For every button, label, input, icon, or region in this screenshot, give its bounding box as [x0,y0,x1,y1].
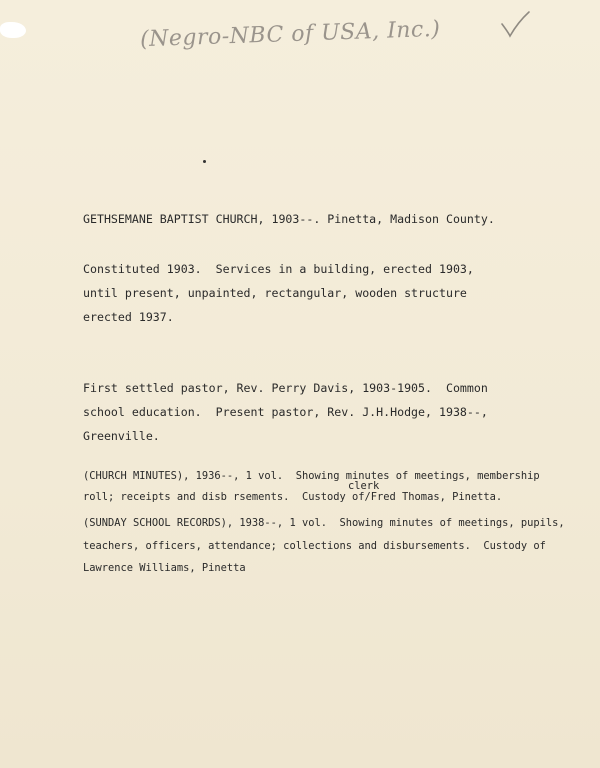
paragraph2-line: school education. Present pastor, Rev. J.H.Hodge, 1938--, [83,405,488,419]
records-line: (CHURCH MINUTES), 1936--, 1 vol. Showing minutes of meetings, membership [83,470,540,482]
paper-blemish [0,22,26,38]
records-line: Lawrence Williams, Pinetta [83,562,246,574]
ink-dot [203,160,206,163]
paragraph1-line: erected 1937. [83,310,174,324]
paragraph1-line: until present, unpainted, rectangular, wooden structure [83,286,467,300]
paragraph2-line: First settled pastor, Rev. Perry Davis, 1903-1905. Common [83,381,488,395]
checkmark-icon [500,10,530,38]
records-line: roll; receipts and disb rsements. Custody of/Fred Thomas, Pinetta. [83,491,503,503]
paragraph2-line: Greenville. [83,429,160,443]
clerk-insert: clerk [348,480,380,492]
handwritten-note: (Negro-NBC of USA, Inc.) [139,16,441,53]
records-line: teachers, officers, attendance; collections and disbursements. Custody of [83,540,546,552]
church-heading: GETHSEMANE BAPTIST CHURCH, 1903--. Pinetta, Madison County. [83,212,495,226]
paragraph1-line: Constituted 1903. Services in a building, erected 1903, [83,262,474,276]
records-line: (SUNDAY SCHOOL RECORDS), 1938--, 1 vol. Showing minutes of meetings, pupils, [83,517,565,529]
